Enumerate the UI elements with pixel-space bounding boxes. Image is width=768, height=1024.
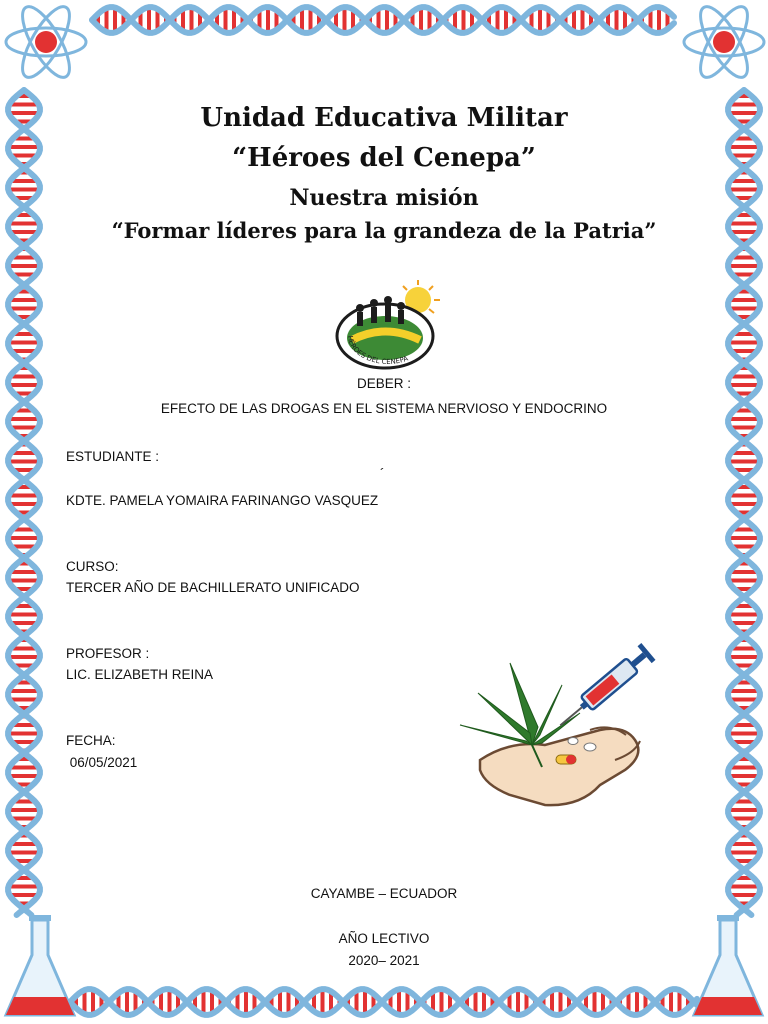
assignment-label: DEBER :: [356, 376, 411, 391]
atom-icon-top-left: [6, 0, 86, 83]
student-name: KDTE. PAMELA YOMAIRA FARINANGO VASQUEZ: [66, 493, 379, 508]
mission-label: Nuestra misión: [289, 185, 479, 211]
course-label: CURSO:: [66, 559, 119, 574]
assignment-title: EFECTO DE LAS DROGAS EN EL SISTEMA NERVIOSO Y ENDOCRINO: [160, 401, 608, 416]
school-year-value: 2020– 2021: [348, 953, 420, 968]
logo-ring-text: HÉROES DEL CENEPA: [345, 335, 410, 367]
hand-icon: [480, 727, 640, 805]
student-label: ESTUDIANTE :: [66, 449, 160, 464]
course-value: TERCER AÑO DE BACHILLERATO UNIFICADO: [66, 580, 360, 595]
mission-statement: “Formar líderes para la grandeza de la Patria”: [111, 218, 657, 243]
school-name-line-2: “Héroes del Cenepa”: [232, 143, 536, 173]
teacher-value: LIC. ELIZABETH REINA: [66, 667, 214, 682]
school-year-label: AÑO LECTIVO: [338, 931, 430, 946]
location: CAYAMBE – ECUADOR: [310, 886, 458, 901]
school-emblem-logo: [330, 278, 445, 373]
student-accent-mark: ´: [380, 466, 385, 481]
school-name-line-1: Unidad Educativa Militar: [200, 103, 568, 133]
teacher-label: PROFESOR :: [66, 646, 150, 661]
date-label: FECHA:: [66, 733, 116, 748]
atom-icon-top-right: [684, 0, 764, 83]
date-value: 06/05/2021: [66, 755, 138, 770]
hand-with-pills-syringe-leaf-icon: [450, 635, 670, 820]
